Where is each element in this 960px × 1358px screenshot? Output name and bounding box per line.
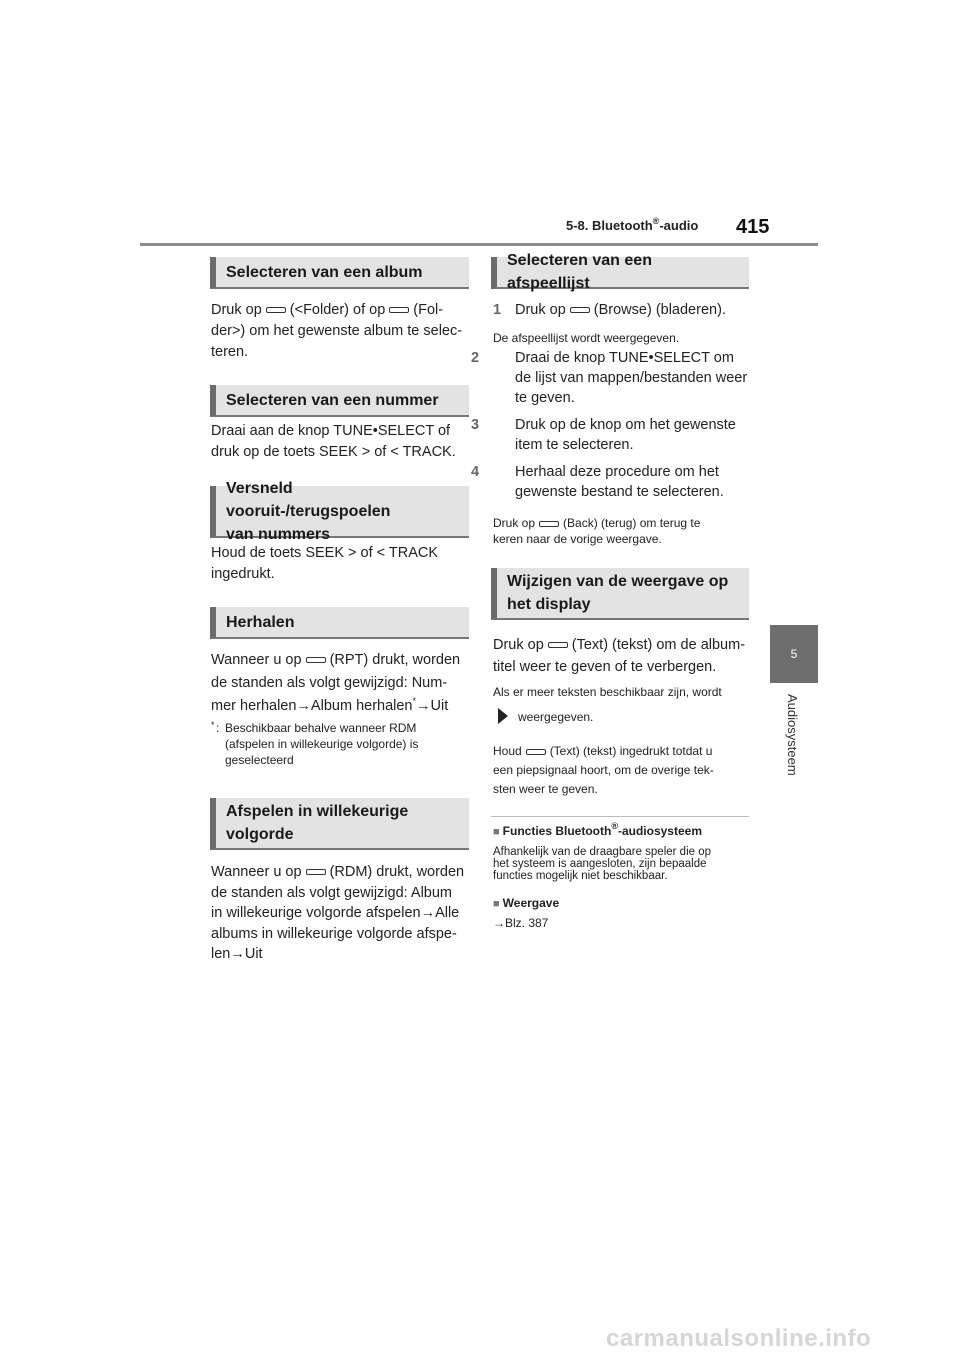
header-rule: [140, 243, 818, 246]
heading-change-display: Wijzigen van de weergave op het display: [491, 568, 749, 620]
seek-text: Houd de toets SEEK > of < TRACK ingedrukt.: [211, 545, 439, 582]
heading-select-album: Selecteren van een album: [210, 257, 469, 289]
playback-page-reference[interactable]: →Blz. 387: [493, 916, 549, 930]
shuffle-text: Wanneer u op (RDM) drukt, worden de standen als volgt gewijzigd: Album in willekeurige volgorde afspelen→Alle albums in willekeurige volgorde afspe- len→Uit: [211, 864, 465, 962]
functions-heading: ■ Functies Bluetooth®-audiosysteem: [493, 821, 702, 838]
chapter-tab: 5: [770, 625, 818, 683]
heading-shuffle: Afspelen in willekeurige volgorde: [210, 798, 469, 850]
heading-select-playlist: Selecteren van een afspeellijst: [491, 257, 749, 289]
text-hold-button-icon: [526, 749, 546, 755]
step-3: 3 Druk op de knop om het gewenste item te selecteren.: [471, 417, 736, 453]
step-4: 4 Herhaal deze procedure om het gewenste bestand te selecteren.: [471, 464, 724, 500]
section-label: 5-8. Bluetooth®-audio: [566, 216, 699, 233]
folder-prev-button-icon: [266, 307, 286, 313]
browse-button-icon: [570, 307, 590, 313]
display-hold-note: Houd (Text) (tekst) ingedrukt totdat u een piepsignaal hoort, om de overige tek- sten weer te geven.: [493, 744, 714, 796]
functions-text: Afhankelijk van de draagbare speler die op het systeem is aangesloten, zijn bepaalde functies mogelijk niet beschikbaar.: [493, 846, 712, 882]
playback-heading: ■ Weergave: [493, 896, 560, 910]
heading-fast-forward: Versneld vooruit-/terugspoelen van nummers: [210, 486, 469, 538]
step-1-note: De afspeellijst wordt weergegeven.: [493, 331, 680, 345]
track-text: Draai aan de knop TUNE•SELECT of druk op de toets SEEK > of < TRACK.: [211, 423, 456, 460]
folder-next-button-icon: [389, 307, 409, 313]
page-number: 415: [736, 216, 770, 238]
display-text: Druk op (Text) (tekst) om de album- titel weer te geven of te verbergen.: [493, 637, 746, 675]
step-1: 1 Druk op (Browse) (bladeren).: [493, 302, 726, 318]
display-note-2: weergegeven.: [518, 710, 594, 724]
heading-repeat: Herhalen: [210, 607, 469, 639]
back-note: Druk op (Back) (terug) om terug te keren naar de vorige weergave.: [493, 516, 701, 546]
repeat-text: Wanneer u op (RPT) drukt, worden de standen als volgt gewijzigd: Num- mer herhalen→Album herhalen*→Uit: [211, 652, 461, 714]
arrow-right-icon: [498, 708, 508, 724]
heading-select-track: Selecteren van een nummer: [210, 385, 469, 417]
separator: [491, 816, 749, 817]
rpt-button-icon: [306, 657, 326, 663]
back-button-icon: [539, 521, 559, 527]
album-text: Druk op (<Folder) of op (Fol- der>) om het gewenste album te selec- teren.: [211, 302, 463, 360]
text-button-icon: [548, 642, 568, 648]
display-note-1: Als er meer teksten beschikbaar zijn, wordt: [493, 685, 722, 699]
rdm-button-icon: [306, 869, 326, 875]
step-2: 2 Draai de knop TUNE•SELECT om de lijst van mappen/bestanden weer te geven.: [471, 350, 748, 406]
repeat-footnote: * : Beschikbaar behalve wanneer RDM (afspelen in willekeurige volgorde) is geselecteerd: [211, 720, 419, 767]
chapter-label: Audiosysteem: [785, 694, 800, 776]
watermark: carmanualsonline.info: [606, 1325, 872, 1352]
